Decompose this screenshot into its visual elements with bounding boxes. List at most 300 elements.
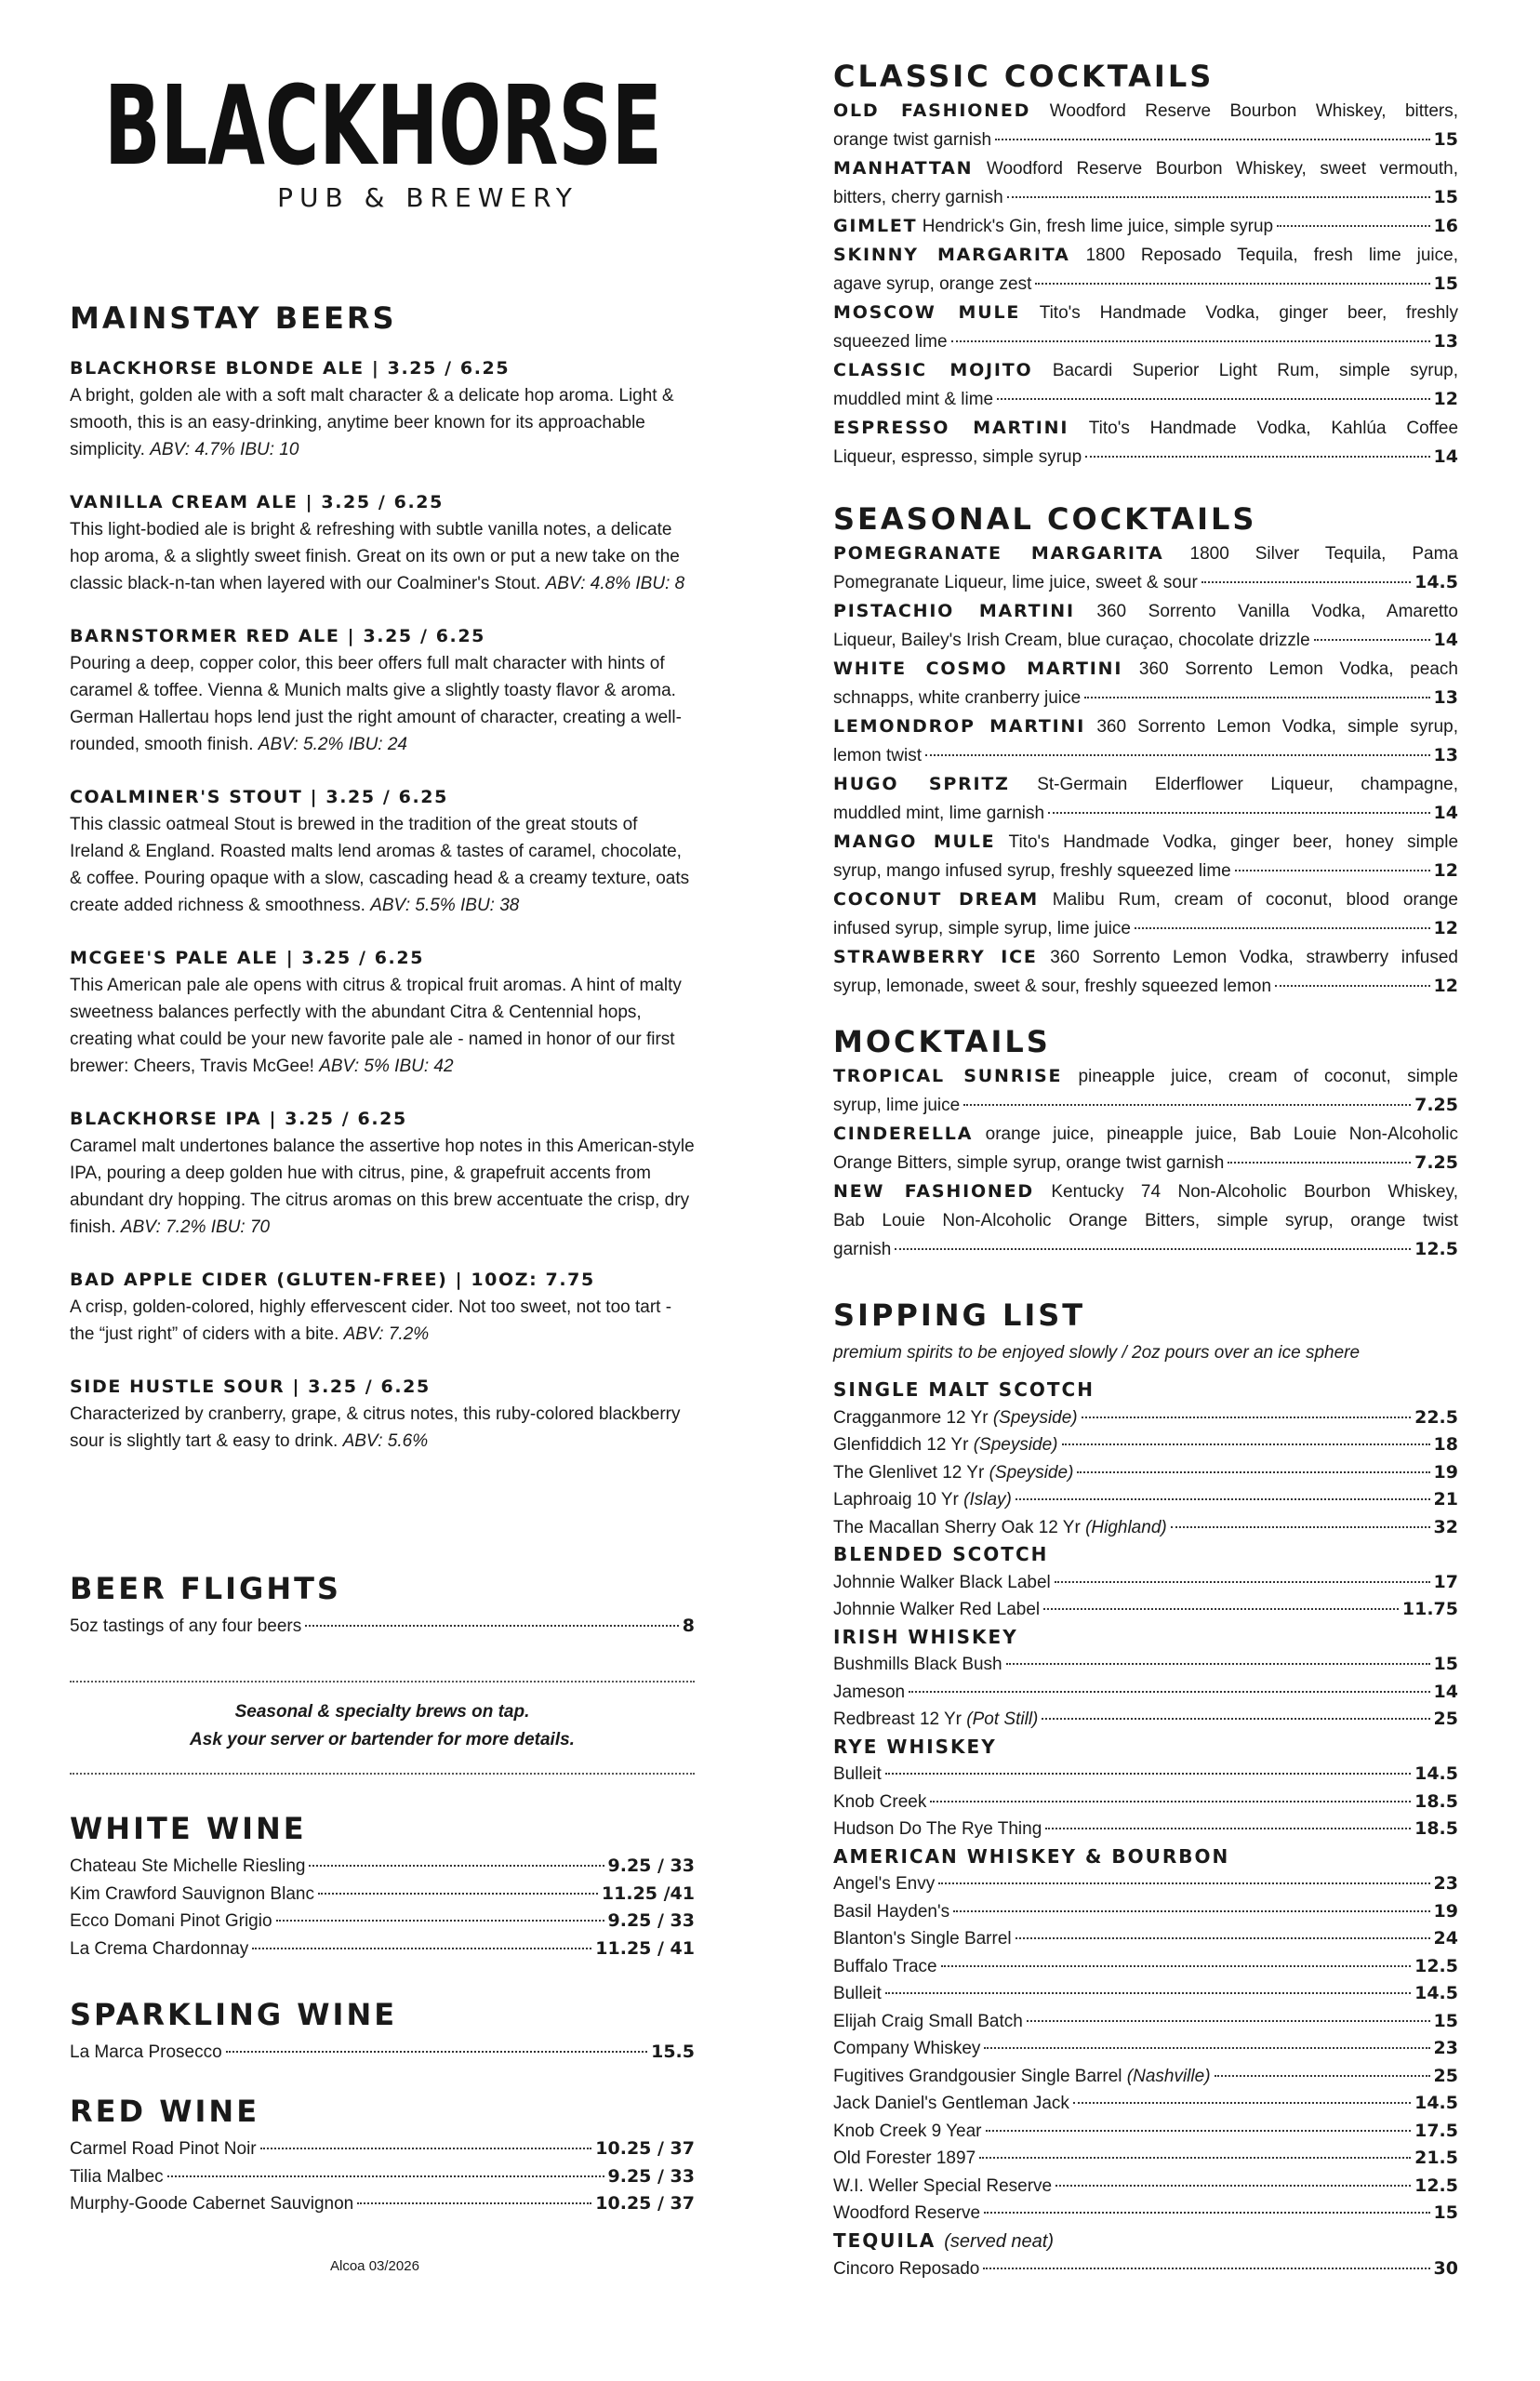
spirit-name: The Macallan Sherry Oak 12 Yr	[833, 1517, 1081, 1537]
spirit-row	[833, 2035, 1458, 2063]
leader-dots	[1171, 1526, 1430, 1528]
cocktail-line1	[833, 1177, 1458, 1206]
classic-title: CLASSIC COCKTAILS	[833, 59, 1215, 94]
spirit-row	[833, 2173, 1458, 2201]
beer-heading	[70, 355, 695, 382]
spirit-label	[833, 2145, 976, 2173]
spirit-label	[833, 1404, 1078, 1432]
beer-item	[70, 623, 695, 758]
spirit-row	[833, 2200, 1458, 2228]
beer-stats: ABV: 5.2% IBU: 24	[258, 735, 407, 754]
menu-row	[70, 2190, 695, 2218]
spirit-price: 32	[1433, 1516, 1458, 1537]
cocktail-line2	[833, 684, 1458, 712]
spirit-row	[833, 2008, 1458, 2036]
spirit-price: 14.5	[1414, 1763, 1458, 1784]
leader-dots	[1082, 1417, 1411, 1418]
spirit-region: (Islay)	[963, 1490, 1012, 1510]
spirit-row	[833, 1651, 1458, 1679]
separator: |	[339, 626, 364, 646]
beer-item	[70, 355, 695, 463]
beer-desc-text: A crisp, golden-colored, highly effervescent cider. Not too sweet, not too tart - the “just right” of ciders with a bite.	[70, 1297, 672, 1344]
leader-dots	[167, 2175, 604, 2177]
cocktail-name: POMEGRANATE MARGARITA	[833, 543, 1164, 564]
leader-dots	[1235, 870, 1430, 871]
spirit-row	[833, 1953, 1458, 1981]
mocktails-list	[833, 1062, 1458, 1264]
cocktail-line1b: Bab Louie Non-Alcoholic Orange Bitters, simple syrup, orange twist	[833, 1211, 1458, 1230]
spirit-price: 12.5	[1414, 1955, 1458, 1976]
leader-dots	[1055, 1581, 1430, 1583]
spirit-row	[833, 1706, 1458, 1734]
spirit-row	[833, 1514, 1458, 1542]
leader-dots	[984, 2047, 1429, 2049]
menu-row	[70, 1935, 695, 1963]
leader-dots	[885, 1773, 1411, 1775]
cocktail-text	[833, 212, 1273, 241]
cocktail-item	[833, 299, 1458, 356]
spirit-label	[833, 1514, 1167, 1542]
white-wine-title: WHITE WINE	[70, 1811, 307, 1846]
cocktail-price: 15	[1433, 129, 1458, 150]
spirit-price: 23	[1433, 1873, 1458, 1894]
flights-title: BEER FLIGHTS	[70, 1571, 341, 1606]
spirit-row	[833, 1459, 1458, 1487]
beer-description	[70, 1294, 695, 1348]
spirit-row	[833, 2090, 1458, 2118]
beer-desc-text: This light-bodied ale is bright & refreshing with subtle vanilla notes, a delicate hop aroma, & a slightly sweet finish. Great on its own or put a new take on the classic black-n-tan when layered with our Coalminer's Stout.	[70, 520, 680, 593]
divider-bottom	[70, 1773, 695, 1775]
spirit-price: 19	[1433, 1900, 1458, 1922]
item-name: Kim Crawford Sauvignon Blanc	[70, 1883, 314, 1904]
item-price: 10.25 / 37	[595, 2138, 695, 2159]
cocktail-name: NEW FASHIONED	[833, 1181, 1034, 1202]
cocktail-line1	[833, 154, 1458, 183]
flights-price: 8	[682, 1616, 695, 1636]
cocktail-item	[833, 655, 1458, 712]
cocktail-ingredients-cont: syrup, lime juice	[833, 1096, 961, 1115]
cocktail-ingredients: Bacardi Superior Light Rum, simple syrup,	[1052, 361, 1458, 380]
spirit-category	[833, 1734, 1458, 1762]
spirit-price: 17.5	[1414, 2120, 1458, 2141]
separator: |	[447, 1270, 471, 1290]
red-wine-list	[70, 2135, 695, 2218]
beer-name: BARNSTORMER RED ALE	[70, 626, 340, 646]
cocktail-name: ESPRESSO MARTINI	[833, 418, 1069, 438]
sparkling-wine-title: SPARKLING WINE	[70, 1997, 398, 2032]
spirit-label	[833, 2118, 982, 2146]
item-name: La Crema Chardonnay	[70, 1938, 249, 1959]
beer-description	[70, 382, 695, 463]
menu-row	[70, 2163, 695, 2191]
leader-dots	[1085, 456, 1429, 458]
spirit-price: 18.5	[1414, 1790, 1458, 1812]
spirit-name: Old Forester 1897	[833, 2148, 976, 2168]
mainstay-section	[70, 299, 695, 1481]
leader-dots	[260, 2148, 592, 2149]
spirit-row	[833, 2145, 1458, 2173]
beer-description	[70, 811, 695, 919]
spirit-label	[833, 2200, 980, 2228]
beer-desc-text: Caramel malt undertones balance the assertive hop notes in this American-style IPA, pouring a deep golden hue with citrus, pine, & grapefruit accents from abundant dry hopping. The citrus aromas on this brew accentuate the crisp, dry finish.	[70, 1137, 695, 1237]
cocktail-price: 7.25	[1414, 1152, 1458, 1173]
red-wine-title: RED WINE	[70, 2094, 260, 2129]
cocktail-item	[833, 1177, 1458, 1264]
spirit-label	[833, 2008, 1023, 2036]
leader-dots	[953, 1910, 1429, 1912]
leader-dots	[979, 2157, 1411, 2159]
leader-dots	[983, 2268, 1429, 2269]
spirit-label	[833, 2255, 979, 2283]
beer-name: MCGEE'S PALE ALE	[70, 948, 279, 968]
leader-dots	[1201, 581, 1411, 583]
spirit-name: Jack Daniel's Gentleman Jack	[833, 2094, 1069, 2113]
cocktail-ingredients-cont: infused syrup, simple syrup, lime juice	[833, 919, 1131, 938]
cocktail-name: PISTACHIO MARTINI	[833, 601, 1075, 621]
cocktail-item	[833, 241, 1458, 299]
menu-row	[70, 1908, 695, 1935]
cocktail-line2	[833, 385, 1458, 414]
beer-price: 3.25 / 6.25	[321, 492, 444, 512]
item-price: 15.5	[651, 2042, 695, 2062]
beer-item	[70, 945, 695, 1080]
cocktail-price: 15	[1433, 273, 1458, 294]
item-name: La Marca Prosecco	[70, 2042, 222, 2062]
spirit-name: Woodford Reserve	[833, 2203, 981, 2223]
category-name: TEQUILA	[833, 2228, 936, 2252]
leader-dots	[1077, 1471, 1429, 1473]
spirit-price: 14	[1433, 1681, 1458, 1702]
cocktail-name: SKINNY MARGARITA	[833, 245, 1070, 265]
item-name: Ecco Domani Pinot Grigio	[70, 1911, 272, 1931]
beer-price: 3.25 / 6.25	[325, 787, 448, 807]
white-wine-section	[70, 1810, 695, 1962]
spirit-price: 18	[1433, 1434, 1458, 1455]
cocktail-price: 12	[1433, 860, 1458, 881]
cocktail-line1	[833, 597, 1458, 626]
spirit-label	[833, 2063, 1211, 2091]
leader-dots	[1135, 927, 1430, 929]
cocktail-line2	[833, 972, 1458, 1001]
cocktail-name: TROPICAL SUNRISE	[833, 1066, 1063, 1086]
cocktail-ingredients: Tito's Handmade Vodka, Kahlúa Coffee	[1088, 419, 1458, 438]
leader-dots	[1314, 639, 1430, 641]
leader-dots	[1027, 2020, 1430, 2022]
beer-name: BAD APPLE CIDER (GLUTEN-FREE)	[70, 1270, 448, 1290]
cocktail-item	[833, 356, 1458, 414]
beer-heading	[70, 623, 695, 650]
leader-dots	[1277, 225, 1429, 227]
spirit-price: 23	[1433, 2038, 1458, 2058]
spirit-label	[833, 2035, 980, 2063]
cocktail-ingredients-cont: syrup, lemonade, sweet & sour, freshly squeezed lemon	[833, 977, 1272, 996]
leader-dots	[1042, 1718, 1429, 1720]
spirit-label	[833, 2173, 1052, 2201]
spirit-name: Hudson Do The Rye Thing	[833, 1819, 1042, 1839]
cocktail-line2	[833, 741, 1458, 770]
cocktail-item	[833, 539, 1458, 597]
spirit-label	[833, 1569, 1051, 1597]
cocktail-price: 13	[1433, 745, 1458, 765]
spirit-name: Blanton's Single Barrel	[833, 1929, 1012, 1949]
spirit-category	[833, 1377, 1458, 1404]
separator: |	[302, 787, 326, 807]
cocktail-item	[833, 1062, 1458, 1120]
cocktail-price: 13	[1433, 687, 1458, 708]
leader-dots	[995, 139, 1430, 140]
spirit-category	[833, 1541, 1458, 1569]
spirit-name: Elijah Craig Small Batch	[833, 2011, 1023, 2031]
beer-desc-text: This American pale ale opens with citrus & tropical fruit aromas. A hint of malty sweetness balances perfectly with the abundant Citra & Centennial hops, creating what could be your new favorite pale ale - named in honor of our first brewer: Cheers, Travis McGee!	[70, 976, 682, 1076]
beer-heading	[70, 1267, 695, 1294]
spirit-name: Johnnie Walker Red Label	[833, 1600, 1041, 1619]
item-price: 9.25 / 33	[607, 2165, 695, 2187]
cocktail-ingredients-cont: Liqueur, espresso, simple syrup	[833, 447, 1082, 467]
cocktail-line2	[833, 126, 1458, 154]
spirit-price: 12.5	[1414, 2175, 1458, 2196]
spirit-name: Buffalo Trace	[833, 1956, 937, 1976]
leader-dots	[318, 1893, 598, 1895]
cocktail-line2	[833, 1091, 1458, 1120]
cocktail-name: GIMLET	[833, 216, 918, 236]
cocktail-ingredients: Tito's Handmade Vodka, ginger beer, freshly	[1039, 303, 1458, 323]
leader-dots	[885, 1992, 1411, 1994]
note-line1: Seasonal & specialty brews on tap.	[234, 1702, 530, 1722]
seasonal-list	[833, 539, 1458, 1001]
beer-price: 3.25 / 6.25	[387, 358, 511, 379]
sipping-list	[833, 1377, 1458, 2283]
leader-dots	[1215, 2075, 1430, 2077]
spirit-price: 14.5	[1414, 2093, 1458, 2113]
leader-dots	[1035, 283, 1429, 285]
beer-desc-text: This classic oatmeal Stout is brewed in the tradition of the great stouts of Ireland & England. Roasted malts lend aromas & tastes of caramel, chocolate, & coffee. Pouring opaque with a slow, cascading head & a creamy texture, oats create added richness & smoothness.	[70, 815, 690, 915]
beer-price: 3.25 / 6.25	[308, 1377, 431, 1397]
spirit-price: 11.75	[1401, 1599, 1458, 1619]
leader-dots	[984, 2212, 1429, 2214]
beer-item	[70, 1267, 695, 1348]
flights-item: 5oz tastings of any four beers	[70, 1616, 302, 1636]
spirit-price: 25	[1433, 2065, 1458, 2086]
cocktail-ingredients-cont: garnish	[833, 1240, 892, 1259]
spirit-name: Glenfiddich 12 Yr	[833, 1435, 969, 1455]
spirit-row	[833, 2118, 1458, 2146]
spirit-name: Redbreast 12 Yr	[833, 1709, 962, 1729]
leader-dots	[986, 2130, 1412, 2132]
cocktail-ingredients: 360 Sorrento Lemon Vodka, simple syrup,	[1096, 717, 1458, 737]
spirit-name: The Glenlivet 12 Yr	[833, 1462, 985, 1483]
sipping-section	[833, 1297, 1458, 2283]
spirit-name: W.I. Weller Special Reserve	[833, 2175, 1053, 2196]
cocktail-ingredients-cont: Pomegranate Liqueur, lime juice, sweet & sour	[833, 573, 1198, 592]
spirit-label	[833, 2090, 1069, 2118]
spirit-region: (Pot Still)	[966, 1709, 1039, 1729]
mocktails-title: MOCKTAILS	[833, 1024, 1051, 1059]
beer-price: 3.25 / 6.25	[301, 948, 425, 968]
cocktail-line1	[833, 885, 1458, 914]
blackhorse-logo	[101, 71, 665, 173]
spirit-name: Angel's Envy	[833, 1874, 936, 1894]
spirit-region: (Highland)	[1085, 1517, 1167, 1537]
separator: |	[261, 1109, 285, 1129]
cocktail-price: 14.5	[1414, 572, 1458, 592]
cocktail-item	[833, 597, 1458, 655]
cocktail-ingredients: 360 Sorrento Vanilla Vodka, Amaretto	[1096, 602, 1458, 621]
spirit-name: Bulleit	[833, 1764, 882, 1784]
beer-heading	[70, 945, 695, 972]
cocktail-name: CLASSIC MOJITO	[833, 360, 1033, 380]
spirit-row	[833, 1898, 1458, 1926]
leader-dots	[276, 1920, 604, 1922]
cocktail-ingredients: St-Germain Elderflower Liqueur, champagne,	[1037, 775, 1458, 794]
category-name: BLENDED SCOTCH	[833, 1543, 1049, 1565]
sparkling-wine-list	[70, 2039, 695, 2067]
cocktail-ingredients-cont: schnapps, white cranberry juice	[833, 688, 1082, 708]
leader-dots	[1016, 1937, 1430, 1939]
leader-dots	[1006, 1663, 1430, 1665]
leader-dots	[895, 1248, 1411, 1250]
spirit-label	[833, 1596, 1040, 1624]
beer-heading	[70, 1374, 695, 1401]
leader-dots	[997, 398, 1429, 400]
cocktail-item	[833, 885, 1458, 943]
cocktail-name: OLD FASHIONED	[833, 100, 1031, 121]
category-name: IRISH WHISKEY	[833, 1625, 1018, 1648]
beer-stats: ABV: 4.7% IBU: 10	[150, 440, 299, 459]
white-wine-list	[70, 1853, 695, 1962]
cocktail-ingredients: 360 Sorrento Lemon Vodka, strawberry infused	[1050, 948, 1458, 967]
spirit-row	[833, 1596, 1458, 1624]
cocktail-name: WHITE COSMO MARTINI	[833, 658, 1123, 679]
leader-dots	[1062, 1443, 1430, 1445]
leader-dots	[941, 1965, 1412, 1967]
leader-dots	[357, 2202, 591, 2204]
cocktail-ingredients-cont: lemon twist	[833, 746, 923, 765]
cocktail-name: CINDERELLA	[833, 1124, 974, 1144]
beer-item	[70, 784, 695, 919]
spirit-row	[833, 2063, 1458, 2091]
cocktail-ingredients-cont: bitters, cherry garnish	[833, 188, 1003, 207]
leader-dots	[963, 1104, 1411, 1106]
menu-row	[70, 1881, 695, 1909]
spirit-label	[833, 1870, 935, 1898]
cocktail-item	[833, 943, 1458, 1001]
item-price: 11.25 / 41	[595, 1937, 695, 1959]
cocktail-price: 14	[1433, 630, 1458, 650]
beer-heading	[70, 1106, 695, 1133]
cocktail-price: 16	[1433, 216, 1458, 236]
cocktail-line1	[833, 97, 1458, 126]
leader-dots	[1048, 812, 1430, 814]
cocktail-price: 15	[1433, 187, 1458, 207]
cocktail-line2	[833, 799, 1458, 828]
spirit-name: Laphroaig 10 Yr	[833, 1490, 959, 1510]
beer-description	[70, 1401, 695, 1455]
cocktail-ingredients: Tito's Handmade Vodka, ginger beer, honey simple	[1008, 832, 1458, 852]
beer-description	[70, 650, 695, 758]
category-name: AMERICAN WHISKEY & BOURBON	[833, 1844, 1230, 1868]
cocktail-price: 12	[1433, 976, 1458, 996]
cocktail-ingredients-cont: agave syrup, orange zest	[833, 274, 1032, 294]
cocktail-price: 13	[1433, 331, 1458, 352]
cocktail-price: 12.5	[1414, 1239, 1458, 1259]
cocktail-line	[833, 212, 1458, 241]
cocktail-ingredients-cont: Orange Bitters, simple syrup, orange twist garnish	[833, 1153, 1225, 1173]
classic-list	[833, 97, 1458, 472]
item-name: Chateau Ste Michelle Riesling	[70, 1856, 306, 1876]
cocktail-item	[833, 828, 1458, 885]
beer-item	[70, 489, 695, 597]
spirit-name: Knob Creek	[833, 1791, 927, 1812]
item-price: 9.25 / 33	[607, 1910, 695, 1931]
cocktail-line1	[833, 356, 1458, 385]
spirit-row	[833, 1679, 1458, 1707]
cocktail-line1	[833, 943, 1458, 972]
leader-dots	[1007, 196, 1430, 198]
cocktail-price: 7.25	[1414, 1095, 1458, 1115]
cocktail-line2	[833, 857, 1458, 885]
beer-stats: ABV: 7.2%	[343, 1324, 430, 1344]
spirit-row	[833, 1431, 1458, 1459]
cocktail-ingredients: pineapple juice, cream of coconut, simple	[1078, 1067, 1458, 1086]
separator: |	[298, 492, 322, 512]
cocktail-ingredients-cont: orange twist garnish	[833, 130, 992, 150]
spirit-row	[833, 1789, 1458, 1816]
leader-dots	[305, 1625, 679, 1627]
cocktail-line1	[833, 1120, 1458, 1149]
beer-stats: ABV: 7.2% IBU: 70	[120, 1217, 271, 1237]
spirit-price: 15	[1433, 1654, 1458, 1674]
cocktail-item	[833, 212, 1458, 241]
spirit-price: 17	[1433, 1571, 1458, 1592]
leader-dots	[1016, 1498, 1430, 1500]
spirit-category	[833, 2228, 1458, 2256]
spirit-price: 21	[1433, 1489, 1458, 1510]
cocktail-item	[833, 414, 1458, 472]
cocktail-price: 12	[1433, 389, 1458, 409]
spirit-label	[833, 1761, 882, 1789]
separator: |	[278, 948, 302, 968]
classic-section	[833, 58, 1458, 472]
leader-dots	[1045, 1828, 1411, 1829]
beer-price: 3.25 / 6.25	[363, 626, 485, 646]
leader-dots	[909, 1691, 1429, 1693]
spirit-row	[833, 1404, 1458, 1432]
mainstay-title: MAINSTAY BEERS	[70, 300, 397, 336]
spirit-name: Johnnie Walker Black Label	[833, 1572, 1051, 1592]
beer-price: 10OZ: 7.75	[471, 1270, 595, 1290]
cocktail-name: MOSCOW MULE	[833, 302, 1021, 323]
cocktail-price: 12	[1433, 918, 1458, 938]
leader-dots	[925, 754, 1430, 756]
beer-desc-text: Characterized by cranberry, grape, & citrus notes, this ruby-colored blackberry sour is slightly tart & easy to drink.	[70, 1404, 681, 1451]
cocktail-item	[833, 1120, 1458, 1177]
sparkling-wine-section	[70, 1996, 695, 2067]
leader-dots	[309, 1865, 604, 1867]
menu-row	[70, 2135, 695, 2163]
cocktail-ingredients: orange juice, pineapple juice, Bab Louie Non-Alcoholic	[985, 1124, 1458, 1144]
seasonal-title: SEASONAL COCKTAILS	[833, 501, 1257, 537]
menu-row	[70, 2039, 695, 2067]
spirit-name: Knob Creek 9 Year	[833, 2121, 982, 2141]
cocktail-line2	[833, 270, 1458, 299]
cocktail-ingredients-cont: muddled mint, lime garnish	[833, 804, 1045, 823]
cocktail-line2	[833, 1235, 1458, 1264]
category-note: (served neat)	[944, 2230, 1055, 2252]
cocktail-ingredients-cont: squeezed lime	[833, 332, 948, 352]
spirit-label	[833, 1816, 1042, 1843]
spirit-row	[833, 1486, 1458, 1514]
spirit-price: 14.5	[1414, 1983, 1458, 2003]
